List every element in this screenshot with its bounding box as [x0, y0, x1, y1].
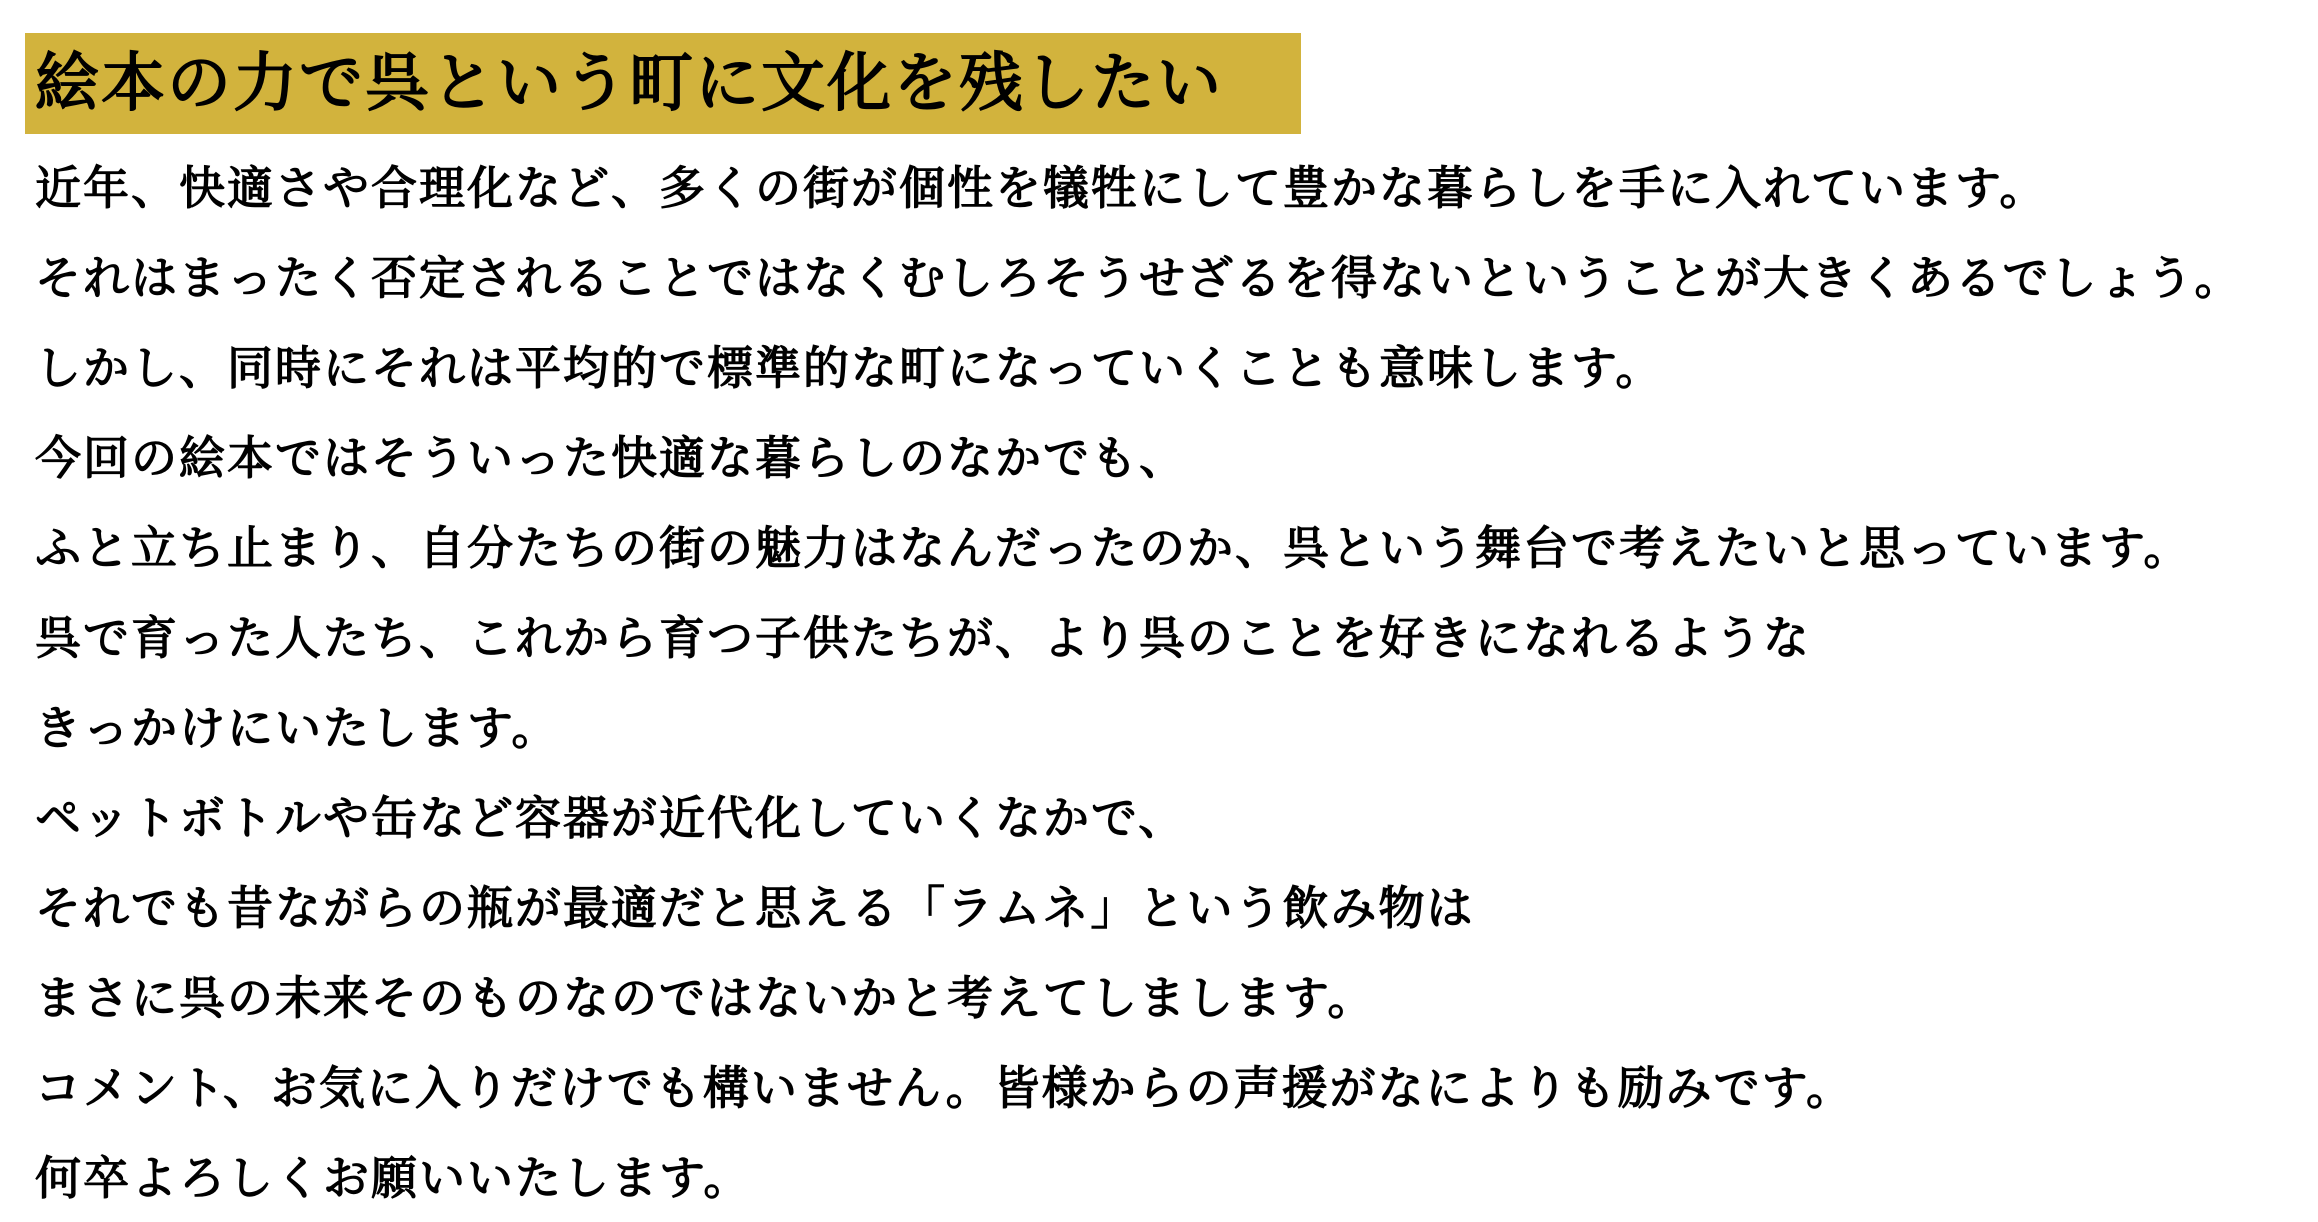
body-line: それでも昔ながらの瓶が最適だと思える「ラムネ」という飲み物は	[35, 882, 1475, 934]
body-line: それはまったく否定されることではなくむしろそうせざるを得ないということが大きくあるでしょう。	[35, 252, 2243, 304]
body-text	[35, 143, 2295, 1222]
body-line: しかし、同時にそれは平均的で標準的な町になっていくことも意味します。	[35, 342, 1664, 394]
body-line: コメント、お気に入りだけでも構いません。皆様からの声援がなによりも励みです。	[35, 1062, 1854, 1114]
title-section	[25, 33, 1301, 134]
body-line: ペットボトルや缶など容器が近代化していくなかで、	[35, 792, 1187, 844]
body-line: 呉で育った人たち、これから育つ子供たちが、より呉のことを好きになれるような	[35, 612, 1811, 664]
page-title: 絵本の力で呉という町に文化を残したい	[25, 33, 1301, 134]
body-line: 今回の絵本ではそういった快適な暮らしのなかでも、	[35, 432, 1187, 484]
body-line: 何卒よろしくお願いいたします。	[35, 1152, 752, 1204]
body-line: 近年、快適さや合理化など、多くの街が個性を犠牲にして豊かな暮らしを手に入れています。	[35, 162, 2048, 214]
body-line: きっかけにいたします。	[35, 702, 560, 754]
body-line: まさに呉の未来そのものなのではないかと考えてしまします。	[35, 972, 1376, 1024]
body-line: ふと立ち止まり、自分たちの街の魅力はなんだったのか、呉という舞台で考えたいと思っています。	[35, 522, 2192, 574]
